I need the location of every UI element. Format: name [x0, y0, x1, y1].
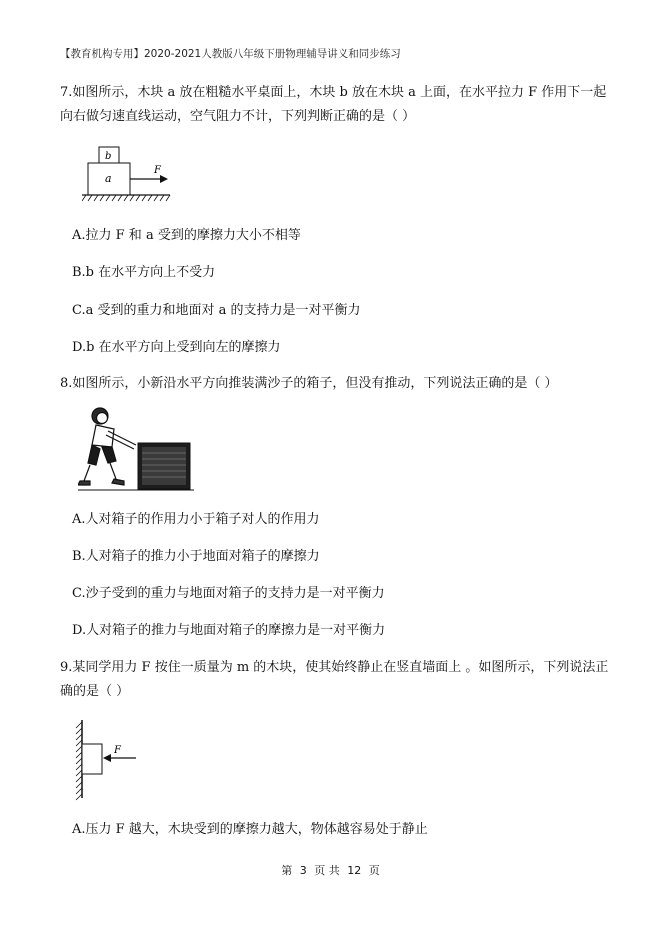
block-b-label: b	[105, 151, 112, 162]
footer-suffix: 页	[368, 864, 380, 877]
q7-option-b: B.b 在水平方向上不受力	[72, 265, 216, 280]
q9-stem-line1: 9.某同学用力 F 按住一质量为 m 的木块，使其始终静止在竖直墙面上 。如图所示，下列说法正	[60, 660, 609, 675]
wall-hatching	[76, 722, 82, 800]
q9-stem-line2: 确的是（ ）	[60, 684, 130, 699]
q8-figure-boy-pushing-box	[78, 405, 196, 493]
page-header: 【教育机构专用】2020-2021人教版八年级下册物理辅导讲义和同步练习	[60, 48, 401, 60]
force-arrow-head	[160, 175, 168, 183]
ground-hatching	[82, 195, 170, 201]
q8-option-c: C.沙子受到的重力与地面对箱子的支持力是一对平衡力	[72, 586, 385, 601]
q7-option-a: A.拉力 F 和 a 受到的摩擦力大小不相等	[72, 228, 301, 243]
q8-option-b: B.人对箱子的推力小于地面对箱子的摩擦力	[72, 549, 320, 564]
q7-option-d: D.b 在水平方向上受到向左的摩擦力	[72, 340, 281, 355]
force-arrow-head	[103, 754, 111, 762]
q7-stem-line2: 向右做匀速直线运动，空气阻力不计，下列判断正确的是（ ）	[60, 109, 416, 124]
q9-option-a: A.压力 F 越大，木块受到的摩擦力越大，物体越容易处于静止	[72, 822, 428, 837]
footer-prefix: 第	[281, 864, 293, 877]
q7-figure-blocks	[82, 145, 182, 203]
q9-figure-block-on-wall	[70, 718, 150, 802]
q7-stem-line1: 7.如图所示，木块 a 放在粗糙水平桌面上，木块 b 放在木块 a 上面，在水平拉力 F 作用下一起	[60, 85, 607, 100]
q8-stem-line1: 8.如图所示，小新沿水平方向推装满沙子的箱子，但没有推动，下列说法正确的是（ ）	[60, 376, 558, 391]
wooden-block	[82, 744, 102, 774]
footer-total-pages: 12	[347, 864, 362, 877]
q8-option-a: A.人对箱子的作用力小于箱子对人的作用力	[72, 512, 320, 527]
footer-page-number: 3	[299, 864, 307, 877]
footer-mid: 页 共	[314, 864, 340, 877]
boy-illustration	[78, 408, 136, 485]
force-f-label: F	[114, 745, 121, 756]
q7-option-c: C.a 受到的重力和地面对 a 的支持力是一对平衡力	[72, 303, 361, 318]
force-f-label: F	[154, 165, 161, 176]
block-a-label: a	[105, 172, 112, 185]
page-footer	[0, 862, 661, 878]
sand-box	[138, 443, 190, 489]
q8-option-d: D.人对箱子的推力与地面对箱子的摩擦力是一对平衡力	[72, 623, 386, 638]
